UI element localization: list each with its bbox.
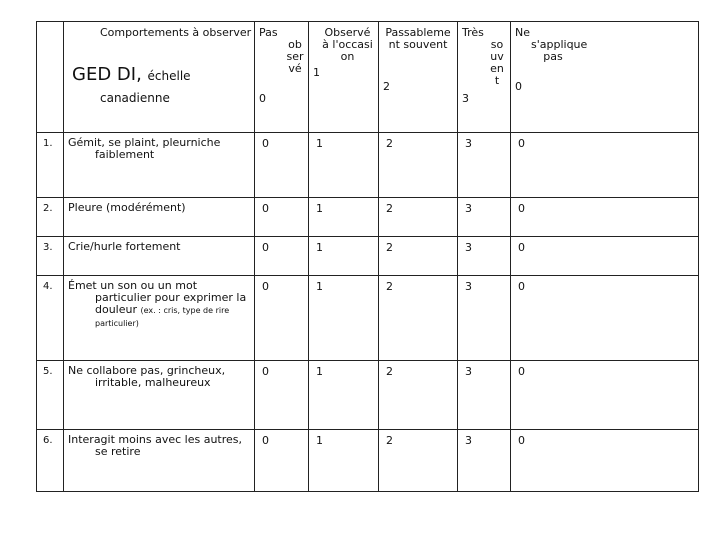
row-value-1: 1 [309,430,379,492]
row-behavior: Crie/hurle fortement [64,237,255,276]
row-behavior: Interagit moins avec les autres, se retire [64,430,255,492]
row-number: 5. [37,361,64,430]
row-value-2: 2 [379,430,458,492]
col-ne-value: 0 [515,80,522,93]
header-occasion-cell [309,22,379,133]
row-value-0: 0 [255,361,309,430]
row-number: 6. [37,430,64,492]
col-ne-sub: s'applique pas [531,38,588,63]
row-value-2: 2 [379,237,458,276]
row-value-2: 2 [379,276,458,361]
table-row [37,430,699,492]
row-number: 4. [37,276,64,361]
row-value-4: 0 [511,237,699,276]
col-pas-value: 0 [259,92,266,105]
row-value-4: 0 [511,276,699,361]
col-occasion-value: 1 [313,66,320,79]
col-tres-sub: souvent [490,38,504,87]
row-value-1: 1 [309,237,379,276]
row-value-1: 1 [309,198,379,237]
col-souvent-value: 2 [383,80,390,93]
row-value-3: 3 [458,361,511,430]
row-value-3: 3 [458,133,511,198]
row-number: 1. [37,133,64,198]
row-value-0: 0 [255,198,309,237]
col-ne-label: Ne [515,26,530,39]
col-pas-label: Pas [259,26,278,39]
row-value-3: 3 [458,430,511,492]
row-value-1: 1 [309,361,379,430]
row-value-3: 3 [458,237,511,276]
row-value-2: 2 [379,198,458,237]
row-number: 3. [37,237,64,276]
row-value-0: 0 [255,237,309,276]
scale-origin: canadienne [100,91,170,105]
scale-label: échelle [147,69,191,83]
pain-scale-table [36,21,699,492]
table-row [37,276,699,361]
row-value-4: 0 [511,430,699,492]
row-behavior [64,276,255,361]
header-row [37,22,699,133]
behaviors-heading: Comportements à observer [100,26,252,39]
header-souvent-cell [379,22,458,133]
row-value-4: 0 [511,198,699,237]
col-souvent-label: Passablement souvent [385,26,451,51]
row-number: 2. [37,198,64,237]
table-row [37,198,699,237]
row-behavior: Gémit, se plaint, pleurniche faiblement [64,133,255,198]
row-value-3: 3 [458,198,511,237]
row-behavior: Ne collabore pas, grincheux, irritable, malheureux [64,361,255,430]
row-value-0: 0 [255,430,309,492]
row-behavior-note: (ex. : cris, type de rire particulier) [95,306,230,328]
row-value-2: 2 [379,133,458,198]
scale-name: GED DI, échelle [72,64,191,85]
row-value-4: 0 [511,133,699,198]
header-ne-cell [511,22,699,133]
row-value-3: 3 [458,276,511,361]
col-pas-sub: observé [286,38,304,75]
col-tres-label: Très [462,26,484,39]
row-value-1: 1 [309,133,379,198]
header-num-cell [37,22,64,133]
header-pas-cell [255,22,309,133]
row-behavior: Pleure (modérément) [64,198,255,237]
row-behavior-text: Émet un son ou un mot particulier pour exprimer la douleur [68,279,247,316]
header-title-cell [64,22,255,133]
col-occasion-label: Observé à l'occasion [322,26,373,63]
row-value-4: 0 [511,361,699,430]
table-row [37,133,699,198]
table-row [37,237,699,276]
row-value-2: 2 [379,361,458,430]
header-tres-cell [458,22,511,133]
row-value-1: 1 [309,276,379,361]
table-row [37,361,699,430]
row-value-0: 0 [255,133,309,198]
col-tres-value: 3 [462,92,469,105]
row-value-0: 0 [255,276,309,361]
